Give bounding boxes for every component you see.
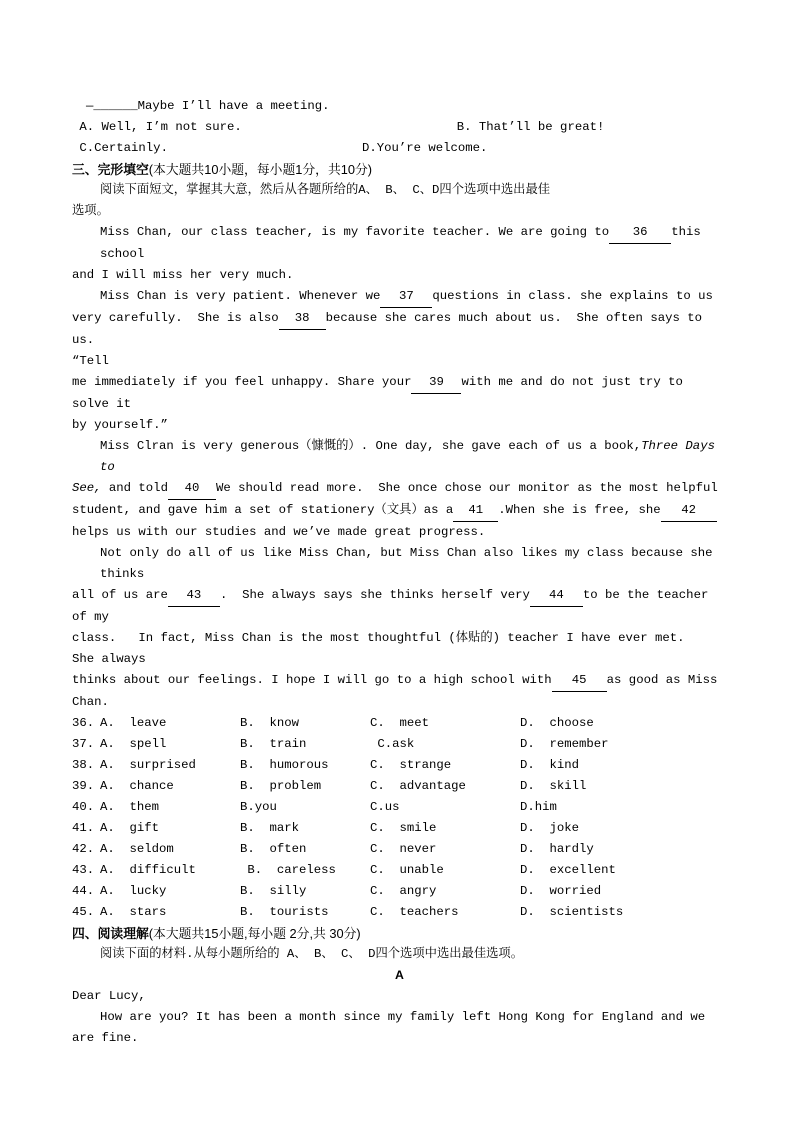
option-number-39: 39.	[72, 779, 95, 793]
page-content	[72, 96, 727, 1049]
section-4-detail: (本大题共15小题,每小题 2分,共 30分)	[148, 926, 361, 941]
passage-line-15: thinks about our feelings. I hope I will go to a high school with 45 as good as Miss Chan.	[72, 670, 727, 713]
option-number-36: 36.	[72, 716, 95, 730]
option-number-38: 38.	[72, 758, 95, 772]
option-45-c[interactable]: C. teachers	[370, 905, 459, 919]
option-row-44	[72, 881, 727, 902]
choice-a[interactable]: A. Well, I’m not sure.	[72, 120, 242, 134]
passage-line-7: by yourself.”	[72, 418, 168, 432]
passage-line-9: See, and told 40 We should read more. She once chose our monitor as the most helpful	[72, 478, 727, 500]
option-42-c[interactable]: C. never	[370, 842, 437, 856]
option-36-d[interactable]: D. choose	[520, 716, 594, 730]
passage-line-10: student, and gave him a set of stationery（文具）as a 41 .When she is free, she 42	[72, 500, 727, 522]
option-41-d[interactable]: D. joke	[520, 821, 580, 835]
option-38-b[interactable]: B. humorous	[240, 758, 329, 772]
option-42-b[interactable]: B. often	[240, 842, 307, 856]
choice-b[interactable]: B. That’ll be great!	[456, 120, 605, 134]
option-number-42: 42.	[72, 842, 95, 856]
passage-line-8: Miss Clran is very generous（慷慨的）. One day, she gave each of us a book,Three Days to	[100, 439, 723, 474]
option-41-a[interactable]: A. gift	[100, 821, 160, 835]
blank-39[interactable]: 39	[411, 372, 461, 394]
option-36-a[interactable]: A. leave	[100, 716, 167, 730]
option-number-45: 45.	[72, 905, 95, 919]
option-37-c[interactable]: C.ask	[370, 737, 415, 751]
option-40-d[interactable]: D.him	[520, 800, 557, 814]
option-43-c[interactable]: C. unable	[370, 863, 444, 877]
option-45-b[interactable]: B. tourists	[240, 905, 329, 919]
question-choices-row-2	[72, 138, 727, 159]
option-37-a[interactable]: A. spell	[100, 737, 167, 751]
blank-44[interactable]: 44	[530, 585, 583, 607]
reading-passage-label: A	[395, 968, 404, 982]
section-3-heading	[72, 159, 727, 180]
option-40-c[interactable]: C.us	[370, 800, 400, 814]
section-4-heading	[72, 923, 727, 944]
question-stem: —______Maybe I’ll have a meeting.	[86, 99, 330, 113]
letter-line-2: are fine.	[72, 1031, 139, 1045]
option-42-d[interactable]: D. hardly	[520, 842, 594, 856]
option-row-40	[72, 797, 727, 818]
passage-line-14: class. In fact, Miss Chan is the most thoughtful (体贴的) teacher I have ever met. She always	[72, 631, 707, 666]
option-45-d[interactable]: D. scientists	[520, 905, 624, 919]
question-choices-row-1	[72, 117, 727, 138]
blank-37[interactable]: 37	[380, 286, 432, 308]
passage-line-4: very carefully. She is also 38 because she cares much about us. She often says to us.	[72, 308, 727, 351]
option-39-c[interactable]: C. advantage	[370, 779, 466, 793]
option-44-b[interactable]: B. silly	[240, 884, 307, 898]
passage-line-3: Miss Chan is very patient. Whenever we 37 questions in class. she explains to us	[72, 286, 727, 308]
book-title-cont: See,	[72, 481, 102, 495]
option-number-41: 41.	[72, 821, 95, 835]
passage-line-5: “Tell	[72, 354, 109, 368]
option-number-40: 40.	[72, 800, 95, 814]
blank-42[interactable]: 42	[661, 500, 717, 522]
option-38-d[interactable]: D. kind	[520, 758, 580, 772]
option-36-c[interactable]: C. meet	[370, 716, 430, 730]
option-42-a[interactable]: A. seldom	[100, 842, 174, 856]
blank-41[interactable]: 41	[453, 500, 498, 522]
passage-line-13: all of us are 43 . She always says she thinks herself very 44 to be the teacher of my	[72, 585, 727, 628]
option-41-b[interactable]: B. mark	[240, 821, 300, 835]
option-number-43: 43.	[72, 863, 95, 877]
option-44-a[interactable]: A. lucky	[100, 884, 167, 898]
option-41-c[interactable]: C. smile	[370, 821, 437, 835]
section-3-instruction-line-2: 选项。	[72, 204, 109, 218]
option-44-d[interactable]: D. worried	[520, 884, 602, 898]
option-38-a[interactable]: A. surprised	[100, 758, 196, 772]
passage-line-11: helps us with our studies and we’ve made great progress.	[72, 525, 486, 539]
option-40-b[interactable]: B.you	[240, 800, 277, 814]
passage-line-2: and I will miss her very much.	[72, 268, 294, 282]
option-45-a[interactable]: A. stars	[100, 905, 167, 919]
option-row-39	[72, 776, 727, 797]
option-38-c[interactable]: C. strange	[370, 758, 452, 772]
option-37-d[interactable]: D. remember	[520, 737, 609, 751]
option-43-b[interactable]: B. careless	[240, 863, 336, 877]
letter-line-1: How are you? It has been a month since my family left Hong Kong for England and we	[100, 1010, 706, 1024]
passage-line-12: Not only do all of us like Miss Chan, but Miss Chan also likes my class because she thinks	[100, 546, 720, 581]
option-39-a[interactable]: A. chance	[100, 779, 174, 793]
section-3-detail: (本大题共10小题，每小题1分，共10分)	[148, 162, 373, 177]
blank-38[interactable]: 38	[279, 308, 326, 330]
option-43-d[interactable]: D. excellent	[520, 863, 616, 877]
option-40-a[interactable]: A. them	[100, 800, 160, 814]
book-title: Three Days to	[100, 439, 723, 474]
section-3-instruction-line-1: 阅读下面短文，掌握其大意，然后从各题所给的A、 B、 C、D四个选项中选出最佳	[100, 183, 551, 197]
option-row-37	[72, 734, 727, 755]
section-3-title: 三、完形填空	[72, 162, 149, 177]
passage-line-1: Miss Chan, our class teacher, is my favorite teacher. We are going to 36 this school	[72, 222, 727, 265]
option-number-37: 37.	[72, 737, 95, 751]
section-4-instruction: 阅读下面的材料.从每小题所给的 A、 B、 C、 D四个选项中选出最佳选项。	[100, 947, 524, 961]
option-36-b[interactable]: B. know	[240, 716, 300, 730]
option-row-36	[72, 713, 727, 734]
blank-36[interactable]: 36	[609, 222, 671, 244]
option-37-b[interactable]: B. train	[240, 737, 307, 751]
option-39-d[interactable]: D. skill	[520, 779, 587, 793]
option-row-41	[72, 818, 727, 839]
option-43-a[interactable]: A. difficult	[100, 863, 196, 877]
option-row-45	[72, 902, 727, 923]
option-row-42	[72, 839, 727, 860]
choice-d[interactable]: D.You’re welcome.	[361, 141, 488, 155]
passage-line-6: me immediately if you feel unhappy. Share your 39 with me and do not just try to solve it	[72, 372, 727, 415]
blank-45[interactable]: 45	[552, 670, 607, 692]
option-number-44: 44.	[72, 884, 95, 898]
choice-c[interactable]: C.Certainly.	[72, 141, 168, 155]
blank-40[interactable]: 40	[168, 478, 216, 500]
option-44-c[interactable]: C. angry	[370, 884, 437, 898]
section-4-title: 四、阅读理解	[72, 926, 149, 941]
option-row-43	[72, 860, 727, 881]
blank-43[interactable]: 43	[168, 585, 220, 607]
option-39-b[interactable]: B. problem	[240, 779, 322, 793]
option-row-38	[72, 755, 727, 776]
letter-greeting: Dear Lucy,	[72, 989, 146, 1003]
